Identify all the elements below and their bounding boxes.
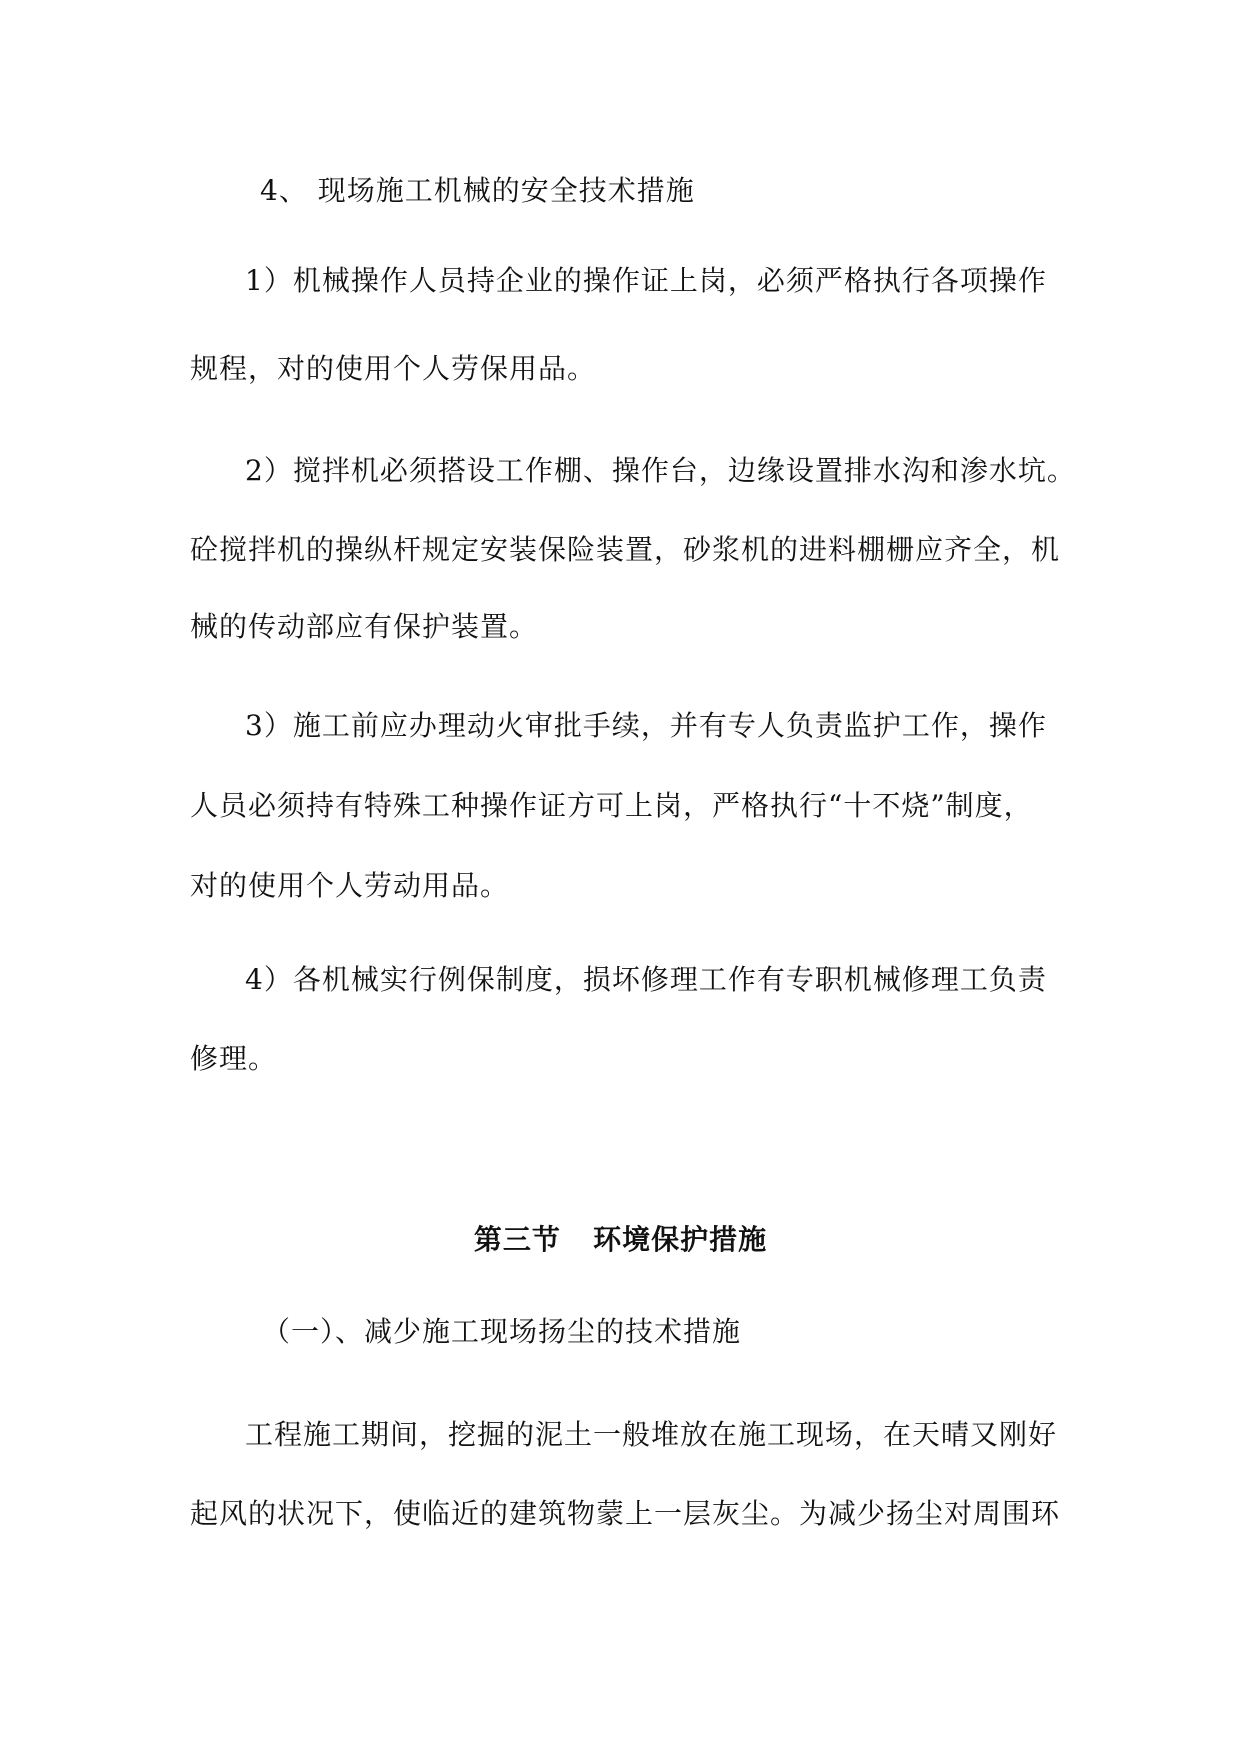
item-2-line-3: 械的传动部应有保护装置。 xyxy=(190,610,539,643)
item-2-line-2: 砼搅拌机的操纵杆规定安装保险装置，砂浆机的进料棚栅应齐全，机 xyxy=(190,533,1061,566)
section-title: 第三节 环境保护措施 xyxy=(473,1223,768,1256)
subsection-heading: 4、 现场施工机械的安全技术措施 xyxy=(260,174,695,207)
item-3-line-2: 人员必须持有特殊工种操作证方可上岗，严格执行“十不烧”制度， xyxy=(190,789,1033,822)
item-4-line-2: 修理。 xyxy=(190,1042,278,1075)
item-3-line-1: 3）施工前应办理动火审批手续，并有专人负责监护工作，操作 xyxy=(245,709,1047,742)
item-4-line-1: 4）各机械实行例保制度，损坏修理工作有专职机械修理工负责 xyxy=(245,963,1047,996)
paragraph-line-1: 工程施工期间，挖掘的泥土一般堆放在施工现场，在天晴又刚好 xyxy=(245,1418,1058,1451)
subheading: （一）、减少施工现场扬尘的技术措施 xyxy=(262,1315,742,1348)
paragraph-line-2: 起风的状况下，使临近的建筑物蒙上一层灰尘。为减少扬尘对周围环 xyxy=(190,1497,1061,1530)
item-1-line-2: 规程，对的使用个人劳保用品。 xyxy=(190,352,597,385)
item-2-line-1: 2）搅拌机必须搭设工作棚、操作台，边缘设置排水沟和渗水坑。 xyxy=(245,454,1076,487)
item-3-line-3: 对的使用个人劳动用品。 xyxy=(190,869,510,902)
item-1-line-1: 1）机械操作人员持企业的操作证上岗，必须严格执行各项操作 xyxy=(245,264,1047,297)
